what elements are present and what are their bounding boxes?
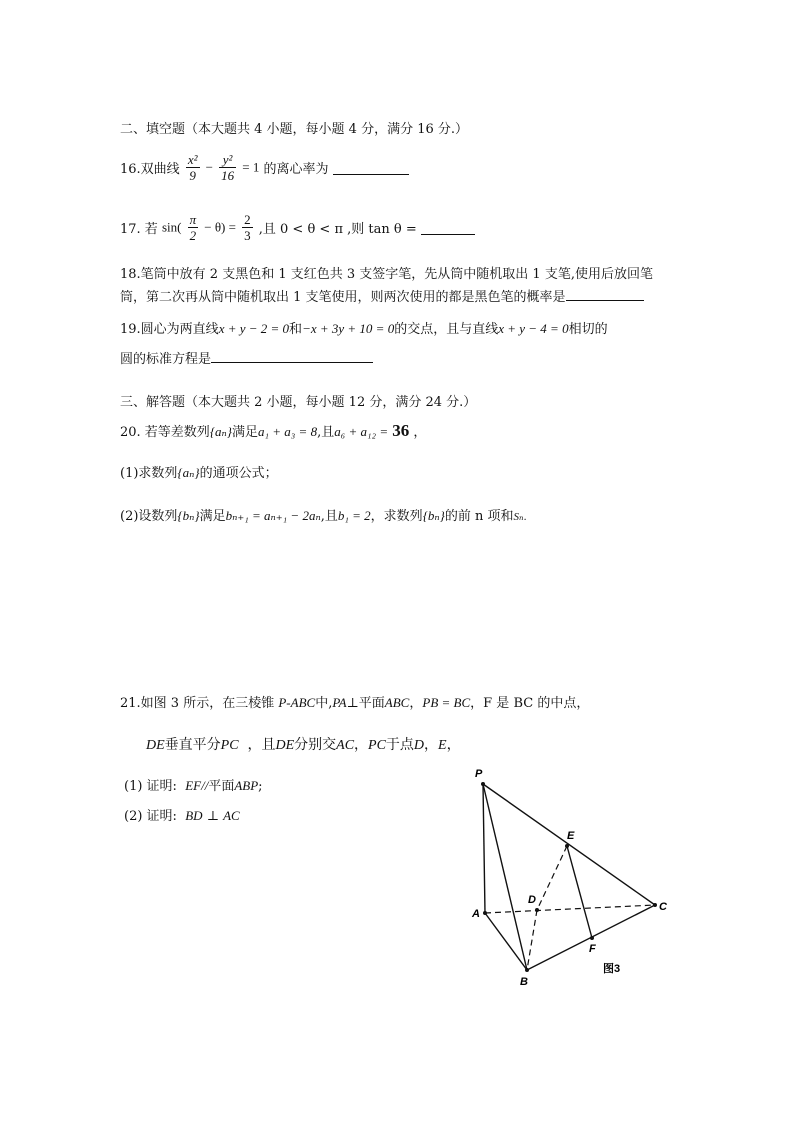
label-c: C	[659, 901, 667, 913]
q21-line2-text-b: ，且	[247, 737, 276, 753]
q20-text-d: ，	[413, 425, 427, 440]
label-e: E	[567, 830, 575, 842]
label-f: F	[589, 943, 596, 955]
q19-text-c: 相切的	[568, 322, 608, 337]
segment-ef	[567, 846, 592, 938]
label-a: A	[472, 908, 480, 920]
q16-fraction-y	[219, 152, 236, 183]
q16-den2: 16	[221, 168, 235, 183]
q16-den1: 9	[189, 168, 196, 183]
question-16	[120, 152, 409, 183]
q21-p2-perp: ⊥	[206, 808, 219, 823]
edge-pc	[483, 784, 655, 905]
point-a	[483, 911, 487, 915]
q21-line2-text-e: 于点	[385, 737, 414, 753]
q19-eq1: x + y − 2 = 0	[218, 321, 290, 336]
q18-line2	[120, 286, 644, 305]
q19-line2-text: 圆的标准方程是	[120, 352, 212, 367]
q17-pi-den: 2	[189, 228, 197, 243]
q21-p1-end: ;	[258, 779, 263, 794]
q16-suffix: 的离心率为	[263, 162, 329, 177]
q20-p2-text-f: .	[523, 512, 527, 523]
q16-answer-blank[interactable]	[333, 161, 409, 175]
q19-line1	[120, 318, 608, 337]
label-d: D	[528, 894, 536, 906]
q21-p1-parallel: //	[201, 778, 209, 793]
figure-caption: 图3	[603, 963, 621, 975]
q17-fraction-value	[242, 212, 253, 243]
q21-plane: 平面	[358, 696, 385, 711]
q20-text-c: ,且	[317, 425, 335, 440]
edge-pb	[483, 784, 527, 970]
q17-sin: sin(	[161, 219, 182, 235]
q21-pc2: PC	[368, 738, 386, 753]
q16-eq: = 1	[242, 159, 260, 175]
q20-intro	[120, 421, 426, 441]
q20-part1	[120, 462, 278, 481]
q19-eq2: −x + 3y + 10 = 0	[302, 321, 395, 336]
q20-p2-text-a: (2)设数列	[120, 509, 178, 524]
q16-fraction-x	[186, 152, 200, 183]
q16-prefix: 16.双曲线	[120, 162, 180, 177]
q21-p2-label: (2) 证明:	[124, 809, 177, 824]
q17-theta-part: − θ) =	[204, 219, 236, 235]
q21-line2-text-a: 垂直平分	[164, 737, 221, 753]
point-p	[481, 782, 485, 786]
q17-condition: ,且 0 < θ < π ,则 tan θ =	[258, 222, 417, 237]
q19-answer-blank[interactable]	[211, 349, 373, 363]
section2-heading: 二、填空题（本大题共 4 小题，每小题 4 分，满分 16 分.）	[120, 122, 469, 137]
question-17	[120, 212, 475, 243]
q21-abc: ABC	[384, 695, 410, 710]
q20-text-b: 满足	[231, 425, 258, 440]
q21-pc: PC	[220, 738, 239, 753]
edge-ac-hidden	[485, 905, 655, 913]
q21-perp: ⊥	[346, 695, 359, 710]
segment-ed-hidden	[537, 846, 567, 910]
q21-p1-ef: EF	[185, 778, 202, 793]
q17-val-den: 3	[244, 228, 251, 243]
q21-point-d: D	[413, 738, 425, 753]
q20-p2-seq2: {bₙ}	[422, 508, 445, 523]
q18-line1: 18.笔筒中放有 2 支黑色和 1 支红色共 3 支签字笔，先从筒中随机取出 1 支笔,使用后放回笔	[120, 267, 653, 282]
q21-text-b: 中,	[315, 696, 333, 711]
q21-pa: PA	[332, 695, 347, 710]
q18-answer-blank[interactable]	[566, 287, 644, 301]
q21-line2	[146, 734, 461, 754]
q21-p1-plane: 平面	[208, 779, 235, 794]
q17-prefix: 17. 若	[120, 222, 158, 237]
q20-part2	[120, 505, 527, 524]
q16-minus: −	[205, 159, 213, 175]
q16-num2: y²	[219, 152, 236, 168]
q21-p2-bd: BD	[185, 808, 203, 823]
edge-pa	[483, 784, 485, 913]
q18-line2-text: 筒，第二次再从筒中随机取出 1 支笔使用，则两次使用的都是黑色笔的概率是	[120, 290, 566, 305]
figure-3-tetrahedron	[440, 760, 700, 1000]
q21-p2-ac: AC	[223, 808, 240, 823]
q20-p1-text-b: 的通项公式；	[199, 466, 278, 481]
q20-cond1: a₁ + a₃ = 8	[258, 424, 318, 439]
q17-answer-blank[interactable]	[421, 221, 475, 235]
q19-text-a: 19.圆心为两直线	[120, 322, 219, 337]
q21-line2-text-f: ，	[424, 737, 439, 753]
q20-p2-text-e: 的前 n 项和	[444, 509, 514, 524]
point-c	[653, 903, 657, 907]
q21-text-d: ，F 是 BC 的中点，	[470, 696, 590, 711]
point-b	[525, 968, 529, 972]
q20-p2-b1: b₁ = 2	[337, 508, 371, 523]
section3-heading: 三、解答题（本大题共 2 小题，每小题 12 分，满分 24 分.）	[120, 395, 477, 410]
q21-de2: DE	[275, 738, 295, 753]
q21-ac: AC	[336, 738, 355, 753]
q21-line2-text-c: 分别交	[294, 737, 337, 753]
q19-eq3: x + y − 4 = 0	[498, 321, 569, 336]
q21-p1-abp: ABP	[234, 778, 259, 793]
q17-fraction-pi	[188, 212, 199, 243]
q21-pbbc: PB = BC	[422, 695, 471, 710]
q20-p2-text-c: ,且	[320, 509, 338, 524]
point-e	[565, 844, 569, 848]
q19-and: 和	[289, 322, 303, 337]
q21-line1	[120, 692, 589, 711]
q20-p1-seq: {aₙ}	[177, 465, 200, 480]
q20-p2-relation: bₙ₊₁ = aₙ₊₁ − 2aₙ	[225, 508, 321, 523]
segment-db-hidden	[527, 910, 537, 970]
q20-seq: {aₙ}	[209, 424, 232, 439]
point-f	[590, 936, 594, 940]
q20-text-a: 20. 若等差数列	[120, 425, 210, 440]
label-p: P	[475, 768, 483, 780]
q20-p2-seq: {bₙ}	[177, 508, 200, 523]
q21-pabc: P-ABC	[278, 695, 316, 710]
point-d	[535, 908, 539, 912]
q20-p1-text-a: (1)求数列	[120, 466, 178, 481]
q20-cond2-value: 36	[392, 421, 410, 440]
q16-num1: x²	[187, 152, 198, 167]
q20-p2-text-b: 满足	[199, 509, 226, 524]
q21-de: DE	[146, 738, 165, 753]
q21-p1-label: (1) 证明:	[124, 779, 177, 794]
q19-text-b: 的交点，且与直线	[394, 322, 499, 337]
q21-text-a: 21.如图 3 所示，在三棱锥	[120, 696, 275, 711]
q21-text-c: ，	[409, 696, 423, 711]
q20-p2-sum: Sₙ	[513, 511, 524, 523]
q21-part2	[124, 805, 240, 824]
q21-line2-text-g: ，	[446, 737, 461, 753]
q20-cond2: a₆ + a₁₂ =	[334, 424, 389, 439]
label-b: B	[520, 976, 528, 988]
q17-pi-num: π	[189, 212, 197, 227]
q21-part1	[124, 775, 263, 794]
q21-line2-text-d: ，	[354, 737, 369, 753]
q20-p2-text-d: ，求数列	[370, 509, 423, 524]
q21-point-e: E	[438, 738, 447, 753]
q19-line2	[120, 348, 373, 367]
q17-val-num: 2	[244, 212, 251, 227]
